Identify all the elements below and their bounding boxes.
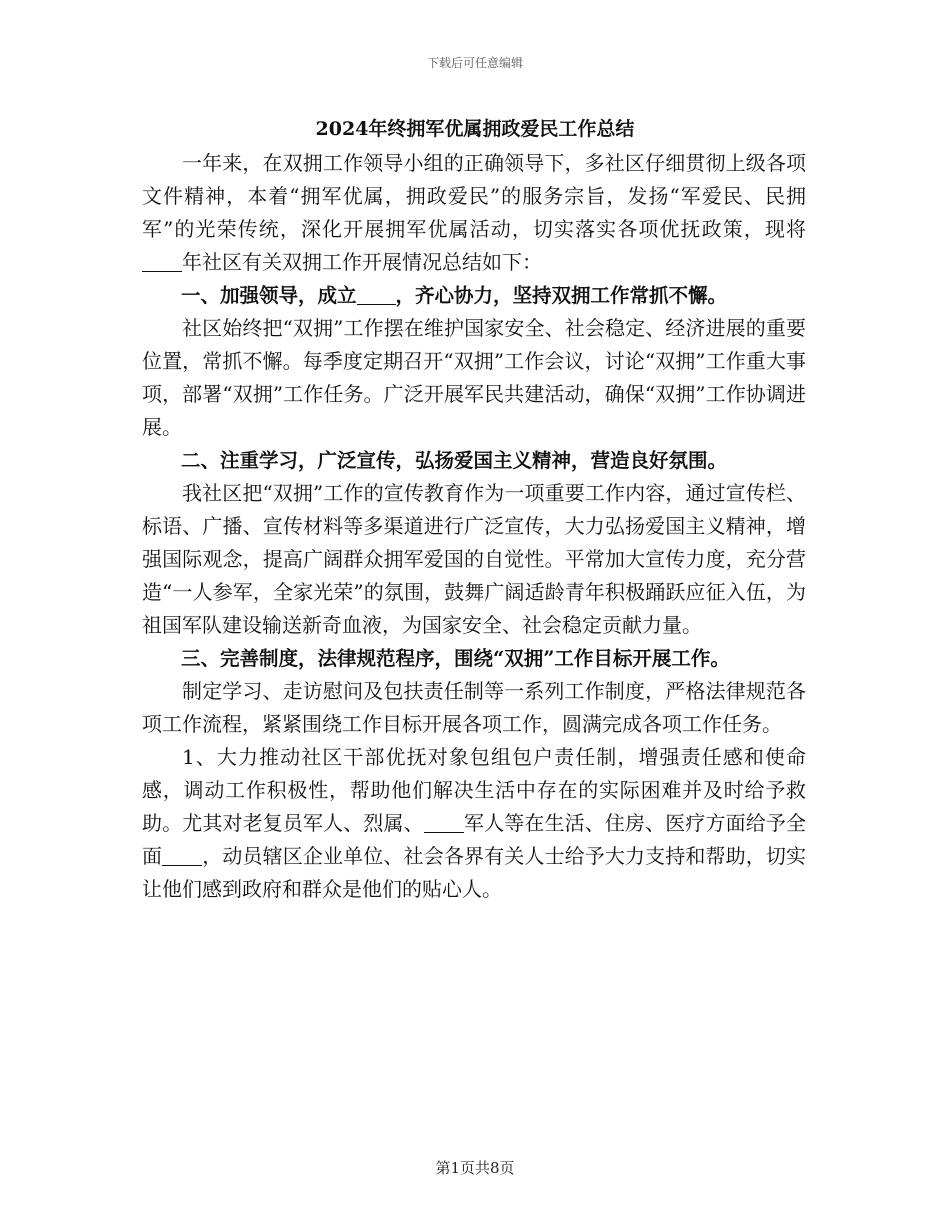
section-body-2: 我社区把“双拥”工作的宣传教育作为一项重要工作内容，通过宣传栏、标语、广播、宣传材料等多渠道进行广泛宣传，大力弘扬爱国主义精神，增强国际观念，提高广阔群众拥军爱国的自觉性。平常加大宣传力度，充分营造“一人参军，全家光荣”的氛围，鼓舞广阔适龄青年积极踊跃应征入伍，为祖国军队建设输送新奇血液，为国家安全、社会稳定贡献力量。 <box>142 481 806 637</box>
header-note: 下载后可任意编辑 <box>426 56 523 70</box>
numbered-item-1 <box>142 741 806 906</box>
intro-text-1: 一年来，在双拥工作领导小组的正确领导下，多社区仔细贯彻上级各项文件精神，本着“拥军优属，拥政爱民”的服务宗旨，发扬“军爱民、民拥军”的光荣传统，深化开展拥军优属活动，切实落实各项优抚政策，现将 <box>142 151 806 241</box>
section-heading-2: 二、注重学习，广泛宣传，弘扬爱国主义精神，营造良好氛围。 <box>181 449 728 472</box>
section-body-1: 社区始终把“双拥”工作摆在维护国家安全、社会稳定、经济进展的重要位置，常抓不懈。每季度定期召开“双拥”工作会议，讨论“双拥”工作重大事项，部署“双拥”工作任务。广泛开展军民共建活动，确保“双拥”工作协调进展。 <box>142 316 806 439</box>
blank-line <box>162 845 202 866</box>
item-1-text-3: ，动员辖区企业单位、社会各界有关人士给予大力支持和帮助，切实让他们感到政府和群众是他们的贴心人。 <box>142 844 807 901</box>
section-heading-3: 三、完善制度，法律规范程序，围绕“双拥”工作目标开展工作。 <box>181 647 730 670</box>
item-1-text-2: 军人等在生活、住房、医疗方面给予全面 <box>142 811 807 868</box>
section-heading-1-text-2: ，齐心协力，坚持双拥工作常抓不懈。 <box>395 284 728 307</box>
document-body <box>142 147 806 906</box>
blank-line <box>142 251 182 272</box>
section-heading-1 <box>181 279 806 312</box>
intro-text-2: 年社区有关双拥工作开展情况总结如下： <box>182 250 542 274</box>
section-heading-1-text-1: 一、加强领导，成立 <box>181 284 357 307</box>
page-number-footer: 第1页共8页 <box>435 1159 515 1177</box>
blank-line <box>424 812 464 833</box>
document-title: 2024年终拥军优属拥政爱民工作总结 <box>315 118 635 140</box>
item-1-text-1: 1、大力推动社区干部优抚对象包组包户责任制，增强责任感和使命感，调动工作积极性，帮助他们解决生活中存在的实际困难并及时给予救助。尤其对老复员军人、烈属、 <box>142 745 806 835</box>
section-body-3: 制定学习、走访慰问及包扶责任制等一系列工作制度，严格法律规范各项工作流程，紧紧围绕工作目标开展各项工作，圆满完成各项工作任务。 <box>142 679 806 736</box>
blank-line <box>357 285 396 306</box>
intro-paragraph <box>142 147 806 279</box>
